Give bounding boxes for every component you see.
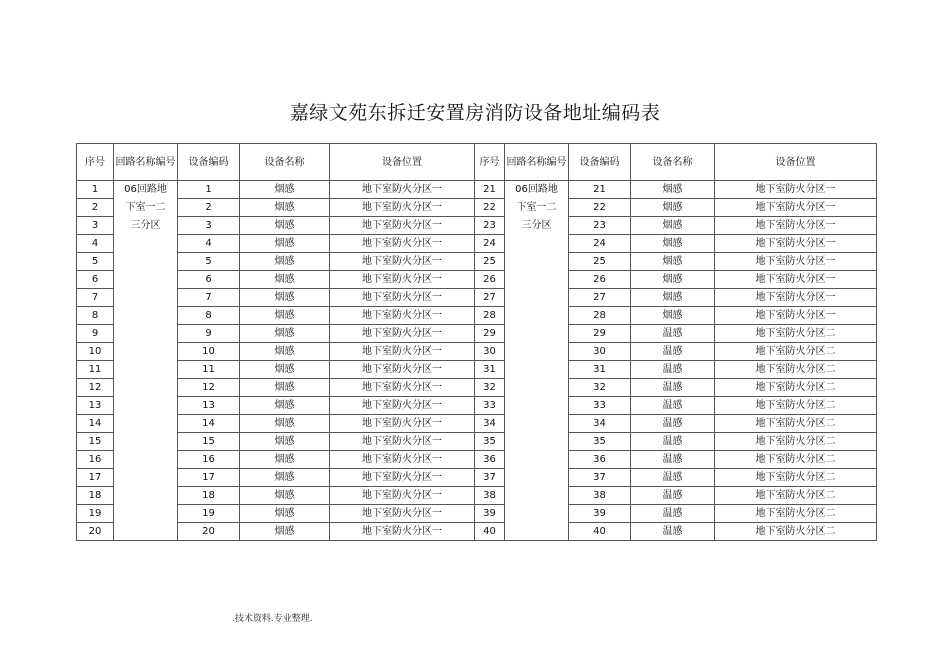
- device-code-cell-right: 28: [569, 307, 631, 325]
- device-code-cell-right: 22: [569, 199, 631, 217]
- header-device-name: 设备名称: [240, 144, 330, 181]
- loop-name-cell: [114, 271, 178, 289]
- seq-cell-right: 38: [475, 487, 505, 505]
- device-name-cell-right: 温感: [631, 415, 715, 433]
- device-name-cell-right: 温感: [631, 469, 715, 487]
- device-location-cell-right: 地下室防火分区一: [715, 307, 877, 325]
- seq-cell: 6: [77, 271, 114, 289]
- loop-name-cell: [114, 451, 178, 469]
- device-name-cell-right: 烟感: [631, 181, 715, 199]
- table-body: [77, 181, 877, 541]
- device-code-cell: 1: [178, 181, 240, 199]
- table-row: [77, 271, 877, 289]
- table-row: [77, 487, 877, 505]
- loop-name-cell: [114, 361, 178, 379]
- loop-name-cell-right: 三分区: [505, 217, 569, 235]
- device-location-cell-right: 地下室防火分区一: [715, 181, 877, 199]
- seq-cell: 9: [77, 325, 114, 343]
- device-code-cell-right: 27: [569, 289, 631, 307]
- device-code-cell-right: 38: [569, 487, 631, 505]
- device-name-cell: 烟感: [240, 235, 330, 253]
- seq-cell: 7: [77, 289, 114, 307]
- loop-name-cell-right: [505, 289, 569, 307]
- device-location-cell: 地下室防火分区一: [330, 307, 475, 325]
- device-code-cell-right: 33: [569, 397, 631, 415]
- loop-name-cell: 下室一二: [114, 199, 178, 217]
- table-row: [77, 325, 877, 343]
- device-location-cell: 地下室防火分区一: [330, 199, 475, 217]
- loop-name-cell: [114, 307, 178, 325]
- device-location-cell-right: 地下室防火分区二: [715, 379, 877, 397]
- loop-name-cell: [114, 523, 178, 541]
- device-code-cell: 11: [178, 361, 240, 379]
- device-name-cell: 烟感: [240, 181, 330, 199]
- seq-cell-right: 33: [475, 397, 505, 415]
- table-row: [77, 343, 877, 361]
- page-title: 嘉绿文苑东拆迁安置房消防设备地址编码表: [289, 102, 661, 124]
- device-code-cell: 18: [178, 487, 240, 505]
- device-code-cell-right: 35: [569, 433, 631, 451]
- seq-cell-right: 23: [475, 217, 505, 235]
- loop-name-cell: [114, 469, 178, 487]
- seq-cell-right: 21: [475, 181, 505, 199]
- device-location-cell-right: 地下室防火分区二: [715, 361, 877, 379]
- loop-name-cell-right: [505, 325, 569, 343]
- device-code-cell: 7: [178, 289, 240, 307]
- device-location-cell: 地下室防火分区一: [330, 415, 475, 433]
- device-code-cell: 12: [178, 379, 240, 397]
- loop-name-cell-right: [505, 523, 569, 541]
- loop-name-cell: 三分区: [114, 217, 178, 235]
- loop-name-cell: [114, 415, 178, 433]
- device-code-cell: 8: [178, 307, 240, 325]
- device-name-cell-right: 温感: [631, 361, 715, 379]
- loop-name-cell-right: 06回路地: [505, 181, 569, 199]
- device-name-cell: 烟感: [240, 415, 330, 433]
- device-code-cell-right: 26: [569, 271, 631, 289]
- seq-cell-right: 36: [475, 451, 505, 469]
- seq-cell-right: 22: [475, 199, 505, 217]
- device-location-cell: 地下室防火分区一: [330, 433, 475, 451]
- table-row: [77, 361, 877, 379]
- device-name-cell-right: 温感: [631, 343, 715, 361]
- device-code-cell-right: 36: [569, 451, 631, 469]
- loop-name-cell: [114, 343, 178, 361]
- device-code-cell: 20: [178, 523, 240, 541]
- table-row: [77, 505, 877, 523]
- device-name-cell-right: 温感: [631, 505, 715, 523]
- seq-cell: 19: [77, 505, 114, 523]
- device-name-cell-right: 烟感: [631, 217, 715, 235]
- device-name-cell-right: 温感: [631, 487, 715, 505]
- seq-cell-right: 26: [475, 271, 505, 289]
- device-location-cell-right: 地下室防火分区一: [715, 271, 877, 289]
- device-location-cell-right: 地下室防火分区一: [715, 235, 877, 253]
- seq-cell-right: 31: [475, 361, 505, 379]
- header-seq-right: 序号: [475, 144, 505, 181]
- device-location-cell: 地下室防火分区一: [330, 235, 475, 253]
- device-code-cell-right: 39: [569, 505, 631, 523]
- device-code-cell: 15: [178, 433, 240, 451]
- device-location-cell-right: 地下室防火分区二: [715, 451, 877, 469]
- device-name-cell-right: 温感: [631, 433, 715, 451]
- header-device-location-right: 设备位置: [715, 144, 877, 181]
- seq-cell-right: 35: [475, 433, 505, 451]
- header-row: [77, 144, 877, 181]
- header-seq: 序号: [77, 144, 114, 181]
- device-location-cell-right: 地下室防火分区二: [715, 433, 877, 451]
- loop-name-cell: [114, 397, 178, 415]
- device-name-cell: 烟感: [240, 343, 330, 361]
- device-code-cell-right: 34: [569, 415, 631, 433]
- device-code-cell: 19: [178, 505, 240, 523]
- table-row: [77, 379, 877, 397]
- header-device-location: 设备位置: [330, 144, 475, 181]
- seq-cell-right: 27: [475, 289, 505, 307]
- loop-name-cell: [114, 235, 178, 253]
- device-code-cell: 6: [178, 271, 240, 289]
- device-location-cell: 地下室防火分区一: [330, 181, 475, 199]
- seq-cell: 15: [77, 433, 114, 451]
- loop-name-cell-right: [505, 415, 569, 433]
- device-location-cell-right: 地下室防火分区二: [715, 505, 877, 523]
- header-device-name-right: 设备名称: [631, 144, 715, 181]
- device-location-cell: 地下室防火分区一: [330, 469, 475, 487]
- seq-cell-right: 30: [475, 343, 505, 361]
- loop-name-cell-right: [505, 469, 569, 487]
- device-name-cell: 烟感: [240, 361, 330, 379]
- device-code-cell-right: 25: [569, 253, 631, 271]
- seq-cell: 4: [77, 235, 114, 253]
- device-code-cell: 13: [178, 397, 240, 415]
- table-row: [77, 307, 877, 325]
- device-code-cell: 2: [178, 199, 240, 217]
- table-row: [77, 235, 877, 253]
- device-code-cell-right: 31: [569, 361, 631, 379]
- device-location-cell-right: 地下室防火分区二: [715, 523, 877, 541]
- loop-name-cell: [114, 379, 178, 397]
- table-row: [77, 397, 877, 415]
- seq-cell: 20: [77, 523, 114, 541]
- table-row: [77, 451, 877, 469]
- loop-name-cell-right: [505, 253, 569, 271]
- loop-name-cell-right: [505, 271, 569, 289]
- device-name-cell: 烟感: [240, 487, 330, 505]
- device-code-cell-right: 37: [569, 469, 631, 487]
- loop-name-cell: [114, 433, 178, 451]
- header-loop-name: 回路名称编号: [114, 144, 178, 181]
- seq-cell: 5: [77, 253, 114, 271]
- loop-name-cell-right: [505, 397, 569, 415]
- seq-cell: 16: [77, 451, 114, 469]
- device-code-table: [76, 143, 877, 541]
- header-device-code-right: 设备编码: [569, 144, 631, 181]
- loop-name-cell: [114, 487, 178, 505]
- device-location-cell: 地下室防火分区一: [330, 271, 475, 289]
- loop-name-cell-right: [505, 487, 569, 505]
- loop-name-cell-right: [505, 361, 569, 379]
- table-row: [77, 181, 877, 199]
- device-code-cell: 5: [178, 253, 240, 271]
- device-location-cell: 地下室防火分区一: [330, 253, 475, 271]
- device-name-cell: 烟感: [240, 469, 330, 487]
- table-row: [77, 289, 877, 307]
- device-name-cell: 烟感: [240, 397, 330, 415]
- table-row: [77, 217, 877, 235]
- device-name-cell: 烟感: [240, 523, 330, 541]
- device-code-cell: 16: [178, 451, 240, 469]
- device-location-cell: 地下室防火分区一: [330, 487, 475, 505]
- seq-cell: 3: [77, 217, 114, 235]
- seq-cell: 11: [77, 361, 114, 379]
- loop-name-cell-right: [505, 235, 569, 253]
- device-name-cell-right: 烟感: [631, 271, 715, 289]
- device-name-cell-right: 烟感: [631, 253, 715, 271]
- device-name-cell-right: 温感: [631, 451, 715, 469]
- seq-cell-right: 28: [475, 307, 505, 325]
- loop-name-cell-right: [505, 379, 569, 397]
- device-location-cell: 地下室防火分区一: [330, 523, 475, 541]
- device-location-cell-right: 地下室防火分区二: [715, 487, 877, 505]
- device-name-cell: 烟感: [240, 451, 330, 469]
- table-row: [77, 415, 877, 433]
- seq-cell: 13: [77, 397, 114, 415]
- device-name-cell: 烟感: [240, 253, 330, 271]
- device-code-cell: 4: [178, 235, 240, 253]
- device-location-cell: 地下室防火分区一: [330, 343, 475, 361]
- table-row: [77, 433, 877, 451]
- device-name-cell: 烟感: [240, 199, 330, 217]
- device-location-cell-right: 地下室防火分区二: [715, 343, 877, 361]
- device-name-cell-right: 烟感: [631, 289, 715, 307]
- device-location-cell: 地下室防火分区一: [330, 397, 475, 415]
- device-code-cell-right: 23: [569, 217, 631, 235]
- device-code-cell-right: 21: [569, 181, 631, 199]
- loop-name-cell: [114, 289, 178, 307]
- device-location-cell: 地下室防火分区一: [330, 289, 475, 307]
- device-location-cell-right: 地下室防火分区一: [715, 199, 877, 217]
- device-code-cell: 17: [178, 469, 240, 487]
- device-location-cell-right: 地下室防火分区一: [715, 253, 877, 271]
- device-location-cell: 地下室防火分区一: [330, 361, 475, 379]
- seq-cell-right: 37: [475, 469, 505, 487]
- device-location-cell: 地下室防火分区一: [330, 505, 475, 523]
- seq-cell-right: 34: [475, 415, 505, 433]
- device-name-cell-right: 温感: [631, 523, 715, 541]
- device-code-cell-right: 24: [569, 235, 631, 253]
- device-code-cell-right: 29: [569, 325, 631, 343]
- table-row: [77, 199, 877, 217]
- seq-cell-right: 40: [475, 523, 505, 541]
- seq-cell: 18: [77, 487, 114, 505]
- loop-name-cell-right: [505, 433, 569, 451]
- seq-cell-right: 32: [475, 379, 505, 397]
- loop-name-cell: [114, 325, 178, 343]
- loop-name-cell-right: [505, 505, 569, 523]
- device-location-cell-right: 地下室防火分区一: [715, 289, 877, 307]
- device-name-cell-right: 烟感: [631, 199, 715, 217]
- device-location-cell-right: 地下室防火分区二: [715, 397, 877, 415]
- loop-name-cell: 06回路地: [114, 181, 178, 199]
- device-name-cell-right: 温感: [631, 379, 715, 397]
- device-name-cell: 烟感: [240, 307, 330, 325]
- device-location-cell: 地下室防火分区一: [330, 451, 475, 469]
- table-row: [77, 523, 877, 541]
- device-code-cell: 14: [178, 415, 240, 433]
- loop-name-cell: [114, 505, 178, 523]
- seq-cell: 8: [77, 307, 114, 325]
- device-name-cell: 烟感: [240, 433, 330, 451]
- device-location-cell: 地下室防火分区一: [330, 379, 475, 397]
- device-code-cell-right: 40: [569, 523, 631, 541]
- seq-cell: 1: [77, 181, 114, 199]
- device-name-cell: 烟感: [240, 289, 330, 307]
- device-code-cell-right: 30: [569, 343, 631, 361]
- table-row: [77, 253, 877, 271]
- seq-cell-right: 25: [475, 253, 505, 271]
- device-name-cell: 烟感: [240, 505, 330, 523]
- footer-note: .技术资料.专业整理.: [232, 614, 313, 624]
- seq-cell-right: 29: [475, 325, 505, 343]
- device-location-cell: 地下室防火分区一: [330, 325, 475, 343]
- seq-cell: 12: [77, 379, 114, 397]
- device-location-cell: 地下室防火分区一: [330, 217, 475, 235]
- device-name-cell-right: 烟感: [631, 235, 715, 253]
- seq-cell-right: 39: [475, 505, 505, 523]
- seq-cell: 17: [77, 469, 114, 487]
- device-name-cell: 烟感: [240, 325, 330, 343]
- seq-cell: 14: [77, 415, 114, 433]
- device-name-cell-right: 烟感: [631, 307, 715, 325]
- header-device-code: 设备编码: [178, 144, 240, 181]
- loop-name-cell-right: [505, 343, 569, 361]
- table-row: [77, 469, 877, 487]
- device-location-cell-right: 地下室防火分区二: [715, 415, 877, 433]
- device-name-cell-right: 温感: [631, 325, 715, 343]
- header-loop-name-right: 回路名称编号: [505, 144, 569, 181]
- loop-name-cell-right: [505, 307, 569, 325]
- device-location-cell-right: 地下室防火分区二: [715, 469, 877, 487]
- seq-cell-right: 24: [475, 235, 505, 253]
- device-name-cell: 烟感: [240, 217, 330, 235]
- device-name-cell: 烟感: [240, 271, 330, 289]
- device-code-cell-right: 32: [569, 379, 631, 397]
- device-code-cell: 9: [178, 325, 240, 343]
- device-code-cell: 10: [178, 343, 240, 361]
- seq-cell: 10: [77, 343, 114, 361]
- device-code-cell: 3: [178, 217, 240, 235]
- device-location-cell-right: 地下室防火分区二: [715, 325, 877, 343]
- loop-name-cell-right: [505, 451, 569, 469]
- seq-cell: 2: [77, 199, 114, 217]
- device-name-cell: 烟感: [240, 379, 330, 397]
- loop-name-cell: [114, 253, 178, 271]
- device-name-cell-right: 温感: [631, 397, 715, 415]
- loop-name-cell-right: 下室一二: [505, 199, 569, 217]
- device-location-cell-right: 地下室防火分区一: [715, 217, 877, 235]
